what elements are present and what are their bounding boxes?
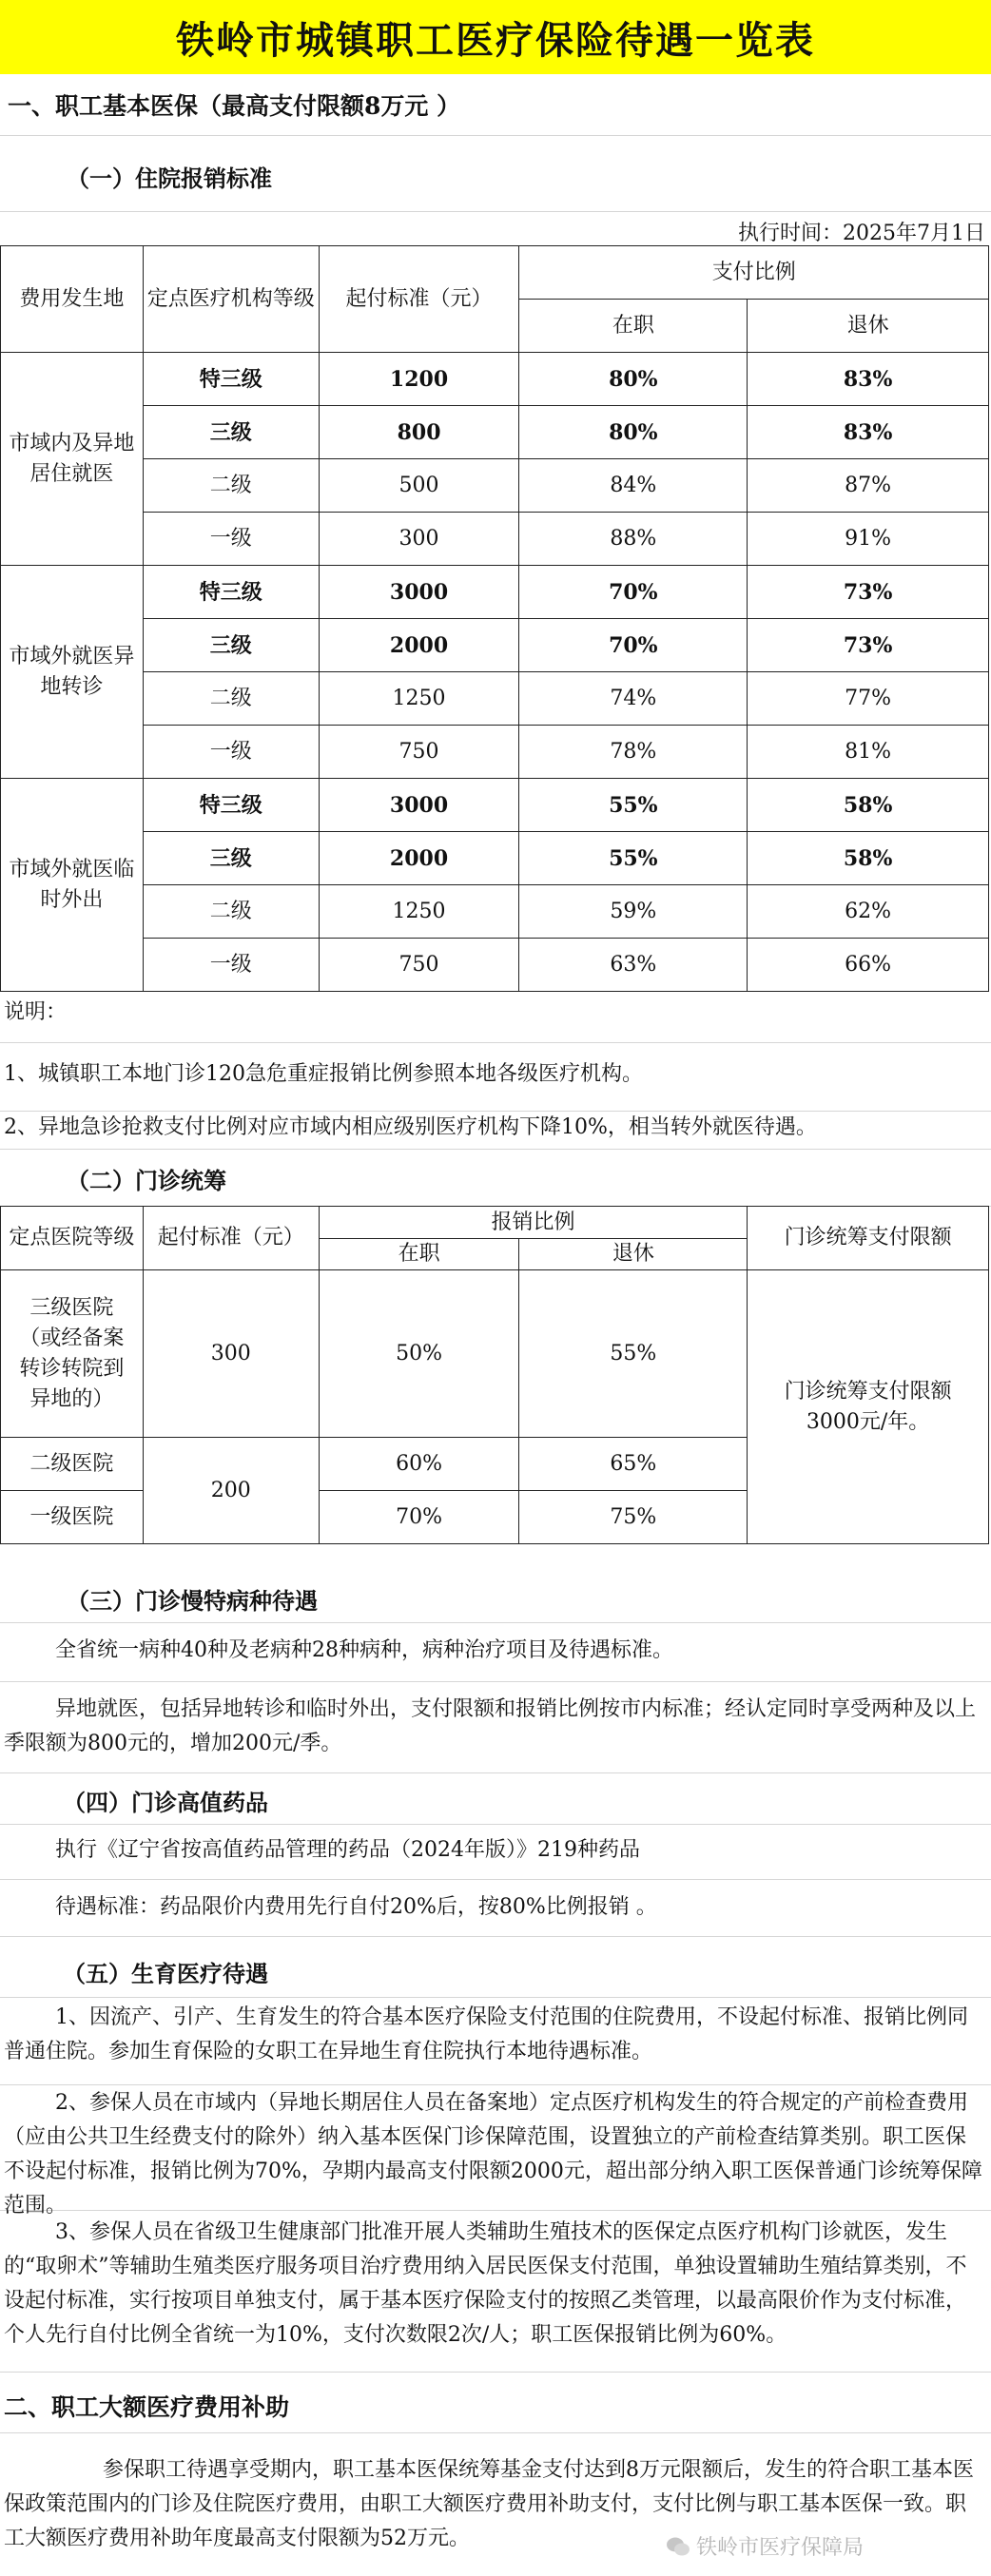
sub4-paragraph-1: 执行《辽宁省按高值药品管理的药品（2024年版）》219种药品: [55, 1838, 640, 1862]
table-cell-retired: 73%: [748, 566, 989, 619]
table-cell-level: 一级: [143, 513, 319, 566]
table-cell-level: 二级: [143, 672, 319, 726]
table-cell-working: 70%: [519, 619, 748, 672]
table-cell-level: 三级: [143, 832, 319, 885]
wechat-logo-icon: [666, 2534, 690, 2559]
sub3-heading: （三）门诊慢特病种待遇: [67, 1587, 318, 1615]
sub2-heading: （二）门诊统筹: [67, 1167, 226, 1194]
sub4-paragraph-2: 待遇标准：药品限价内费用先行自付20%后，按80%比例报销 。: [55, 1895, 657, 1919]
table-cell-working: 78%: [519, 726, 748, 779]
section2-paragraph: 参保职工待遇享受期内，职工基本医保统筹基金支付达到8万元限额后，发生的符合职工基本医保政策范围内的门诊及住院医疗费用，由职工大额医疗费用补助支付，支付比例与职工基本医保一致。职工大额医疗费用补助年度最高支付限额为52万元。: [4, 2458, 975, 2550]
header-working: 在职: [519, 300, 748, 353]
table-cell-working: 84%: [519, 459, 748, 513]
table-cell-working: 59%: [519, 885, 748, 939]
table-cell-threshold: 2000: [319, 832, 519, 885]
header-area: 费用发生地: [1, 246, 144, 353]
table-cell-working: 80%: [519, 353, 748, 406]
table-cell-working: 63%: [519, 939, 748, 992]
table-cell-working: 80%: [519, 406, 748, 459]
table-cell-retired: 55%: [519, 1270, 748, 1438]
table-cell-threshold: 2000: [319, 619, 519, 672]
table-cell-retired: 83%: [748, 353, 989, 406]
sub3-paragraph-1: 全省统一病种40种及老病种28种病种，病种治疗项目及待遇标准。: [55, 1638, 673, 1662]
notes-label: 说明：: [4, 1000, 68, 1024]
watermark: [666, 2531, 864, 2561]
limit-text: 门诊统筹支付限额3000元/年。: [748, 1270, 989, 1544]
table-cell-threshold: 800: [319, 406, 519, 459]
table-cell-working: 88%: [519, 513, 748, 566]
table-cell-working: 70%: [519, 566, 748, 619]
table-cell-retired: 81%: [748, 726, 989, 779]
outpatient-table: [0, 1206, 989, 1544]
table-cell-retired: 83%: [748, 406, 989, 459]
table-cell-retired: 65%: [519, 1438, 748, 1491]
table-cell-retired: 66%: [748, 939, 989, 992]
note-2: 2、异地急诊抢救支付比例对应市域内相应级别医疗机构下降10%，相当转外就医待遇。: [4, 1115, 817, 1139]
watermark-text: 铁岭市医疗保障局: [696, 2536, 865, 2560]
header-retired: 退休: [748, 300, 989, 353]
table-cell-retired: 58%: [748, 832, 989, 885]
header-hospital: 定点医院等级: [1, 1207, 144, 1270]
table-cell-working: 50%: [319, 1270, 519, 1438]
note-1: 1、城镇职工本地门诊120急危重症报销比例参照本地各级医疗机构。: [4, 1062, 643, 1086]
table-cell-threshold: 750: [319, 939, 519, 992]
inpatient-table: [0, 245, 989, 992]
table-cell-retired: 62%: [748, 885, 989, 939]
table-cell-retired: 77%: [748, 672, 989, 726]
sub5-heading: （五）生育医疗待遇: [63, 1960, 268, 1987]
table-cell-threshold: 1200: [319, 353, 519, 406]
header-retired: 退休: [519, 1239, 748, 1270]
shared-threshold: 200: [143, 1438, 319, 1544]
sub5-paragraph-2: 2、参保人员在市域内（异地长期居住人员在备案地）定点医疗机构发生的符合规定的产前检查费用（应由公共卫生经费支付的除外）纳入基本医保门诊保障范围，设置独立的产前检查结算类别。职工医保不设起付标准，报销比例为70%，孕期内最高支付限额2000元，超出部分纳入职工医保普通门诊统筹保障范围。: [4, 2091, 982, 2218]
header-working: 在职: [319, 1239, 519, 1270]
sub4-heading: （四）门诊高值药品: [63, 1789, 268, 1816]
table-cell-level: 二级: [143, 459, 319, 513]
header-threshold: 起付标准（元）: [143, 1207, 319, 1270]
table-cell-level: 二级: [143, 885, 319, 939]
table-cell-threshold: 1250: [319, 672, 519, 726]
page-title: 铁岭市城镇职工医疗保险待遇一览表: [0, 0, 991, 74]
table-cell-hospital: 三级医院（或经备案转诊转院到异地的）: [1, 1270, 144, 1438]
table-cell-level: 特三级: [143, 353, 319, 406]
sub1-heading: （一）住院报销标准: [67, 165, 272, 192]
sub5-paragraph-3: 3、参保人员在省级卫生健康部门批准开展人类辅助生殖技术的医保定点医疗机构门诊就医，发生的“取卵术”等辅助生殖类医疗服务项目治疗费用纳入居民医保支付范围，单独设置辅助生殖结算类别，不设起付标准，实行按项目单独支付，属于基本医疗保险支付的按照乙类管理，以最高限价作为支付标准，个人先行自付比例全省统一为10%，支付次数限2次/人；职工医保报销比例为60%。: [4, 2220, 967, 2347]
group-area: 市域外就医异地转诊: [1, 566, 144, 779]
table-cell-level: 三级: [143, 619, 319, 672]
table-cell-threshold: 3000: [319, 779, 519, 832]
table-cell-threshold: 750: [319, 726, 519, 779]
table-cell-threshold: 3000: [319, 566, 519, 619]
table-cell-threshold: 1250: [319, 885, 519, 939]
header-ratio: 支付比例: [519, 246, 989, 300]
table-cell-retired: 87%: [748, 459, 989, 513]
table-cell-level: 特三级: [143, 779, 319, 832]
table-cell-level: 三级: [143, 406, 319, 459]
exec-time: 执行时间：2025年7月1日: [738, 222, 985, 245]
table-cell-hospital: 一级医院: [1, 1491, 144, 1544]
group-area: 市域外就医临时外出: [1, 779, 144, 992]
table-cell-threshold: 300: [143, 1270, 319, 1438]
table-cell-level: 特三级: [143, 566, 319, 619]
table-cell-working: 55%: [519, 832, 748, 885]
header-limit: 门诊统筹支付限额: [748, 1207, 989, 1270]
section2-heading: 二、职工大额医疗费用补助: [4, 2393, 290, 2421]
table-cell-level: 一级: [143, 939, 319, 992]
table-cell-retired: 58%: [748, 779, 989, 832]
table-cell-level: 一级: [143, 726, 319, 779]
table-cell-hospital: 二级医院: [1, 1438, 144, 1491]
table-cell-threshold: 500: [319, 459, 519, 513]
table-cell-retired: 75%: [519, 1491, 748, 1544]
header-threshold: 起付标准（元）: [319, 246, 519, 353]
group-area: 市域内及异地居住就医: [1, 353, 144, 566]
header-ratio: 报销比例: [319, 1207, 747, 1239]
table-cell-working: 55%: [519, 779, 748, 832]
table-cell-retired: 73%: [748, 619, 989, 672]
table-cell-working: 74%: [519, 672, 748, 726]
table-cell-retired: 91%: [748, 513, 989, 566]
sub3-paragraph-2: 异地就医，包括异地转诊和临时外出，支付限额和报销比例按市内标准；经认定同时享受两种及以上季限额为800元的，增加200元/季。: [4, 1697, 977, 1755]
table-cell-threshold: 300: [319, 513, 519, 566]
sub5-paragraph-1: 1、因流产、引产、生育发生的符合基本医疗保险支付范围的住院费用，不设起付标准、报销比例同普通住院。参加生育保险的女职工在异地生育住院执行本地待遇标准。: [4, 2005, 969, 2063]
table-cell-working: 60%: [319, 1438, 519, 1491]
section1-heading: 一、职工基本医保（最高支付限额8万元 ）: [8, 92, 461, 120]
header-level: 定点医疗机构等级: [143, 246, 319, 353]
table-cell-working: 70%: [319, 1491, 519, 1544]
